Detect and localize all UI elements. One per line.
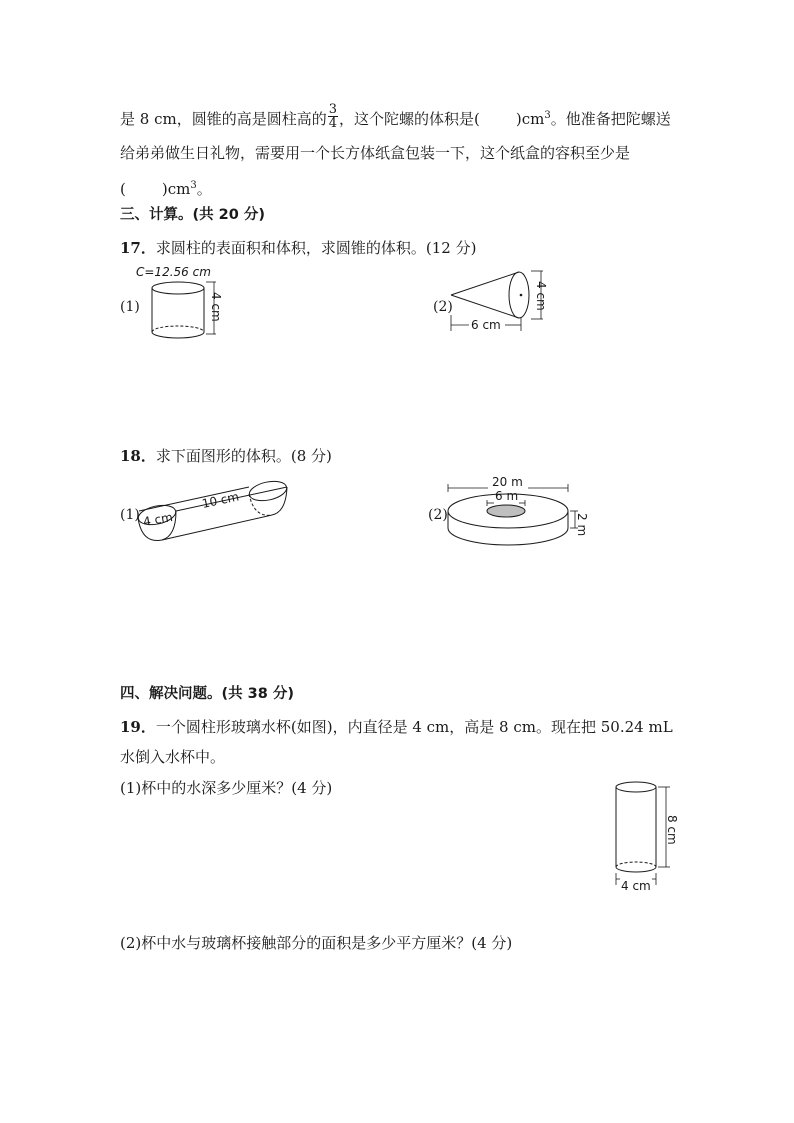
q16-line-3 [120, 176, 212, 199]
height-label: 4 cm [209, 292, 223, 322]
unit-exponent: 3 [544, 110, 551, 121]
diameter-label: 4 cm [621, 879, 651, 893]
section-4-title: 四、解决问题。(共 38 分) [120, 686, 295, 702]
length-label: 6 cm [471, 318, 501, 332]
circumference-label: C=12.56 cm [136, 265, 211, 279]
question-number: 19． [120, 718, 156, 736]
q16-text: 。 [196, 180, 212, 198]
q18-figure-2-ring [426, 470, 596, 552]
question-text: 一个圆柱形玻璃水杯(如图)，内直径是 4 cm，高是 8 cm。现在把 50.24 mL [155, 718, 673, 736]
section-3-title: 三、计算。(共 20 分) [120, 207, 266, 223]
figure-label: (2) [428, 507, 448, 523]
diameter-label: 4 cm [142, 510, 174, 529]
question-text: 求圆柱的表面积和体积，求圆锥的体积。(12 分) [155, 239, 477, 257]
figure-label: (1) [120, 299, 140, 315]
q16-line-1 [120, 101, 671, 131]
outer-diameter-label: 20 m [492, 475, 523, 489]
q17-prompt [120, 238, 476, 258]
q16-text: 。他准备把陀螺送 [550, 110, 671, 128]
fraction-denominator: 4 [328, 115, 337, 131]
question-number: 17． [120, 239, 156, 257]
q17-figure-1-cylinder [118, 262, 238, 347]
q16-text: )cm [161, 180, 191, 198]
q16-text: 是 8 cm，圆锥的高是圆柱高的 [120, 110, 327, 128]
fraction-three-quarters [328, 103, 338, 130]
diameter-label: 4 cm [534, 281, 548, 311]
q19-line-2: 水倒入水杯中。 [120, 748, 226, 766]
q16-line-2: 给弟弟做生日礼物，需要用一个长方体纸盒包装一下，这个纸盒的容积至少是 [120, 144, 631, 162]
q19-figure-glass [608, 779, 688, 899]
q19-line-1 [120, 717, 673, 737]
q16-text: )cm [515, 110, 545, 128]
q16-text: ，这个陀螺的体积是( [339, 110, 480, 128]
height-label: 8 cm [665, 815, 679, 845]
q17-figure-2-cone [431, 265, 561, 345]
q16-text: ( [120, 180, 126, 198]
figure-label: (1) [120, 507, 140, 523]
q18-figure-1-half-cylinder [118, 478, 298, 548]
q19-sub-question-2: (2)杯中水与玻璃杯接触部分的面积是多少平方厘米？(4 分) [120, 934, 513, 952]
figure-label: (2) [433, 299, 453, 315]
inner-diameter-label: 6 m [495, 489, 519, 503]
q19-sub-question-1: (1)杯中的水深多少厘米？(4 分) [120, 779, 333, 797]
q18-prompt [120, 446, 332, 466]
height-label: 2 m [575, 513, 589, 537]
fraction-numerator: 3 [328, 101, 337, 117]
length-label: 10 cm [200, 489, 241, 511]
question-number: 18． [120, 447, 156, 465]
question-text: 求下面图形的体积。(8 分) [155, 447, 332, 465]
unit-exponent: 3 [190, 180, 197, 191]
